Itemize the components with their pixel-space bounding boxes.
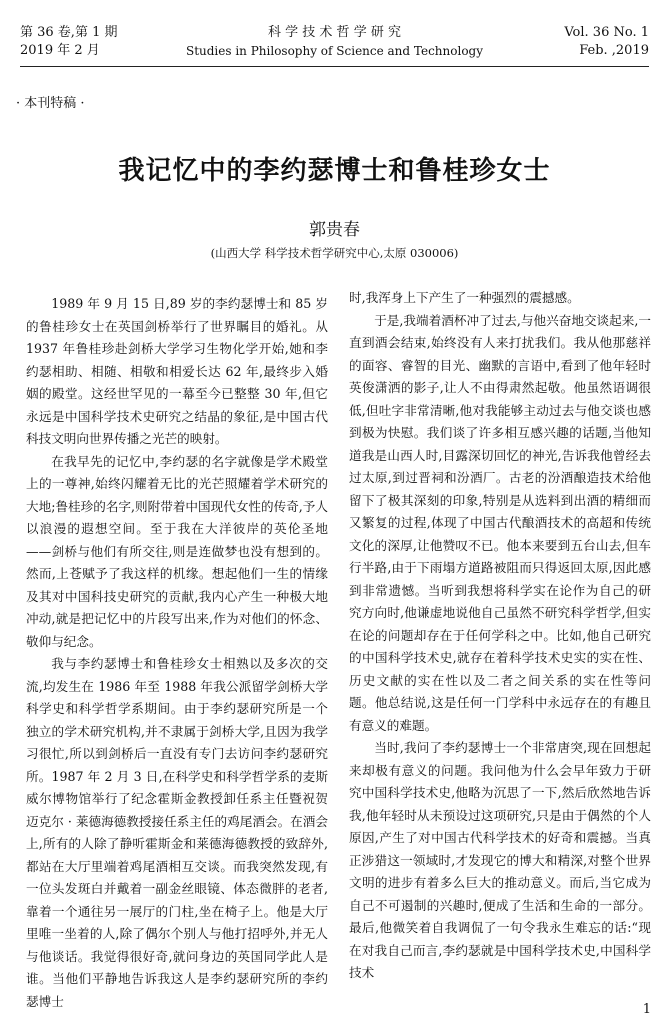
paragraph: 在我早先的记忆中,李约瑟的名字就像是学术殿堂上的一尊神,始终闪耀着无比的光芒照耀着学术研究的大地;鲁桂珍的名字,则附带着中国现代女性的传奇,予人以浪漫的遐想空间。至于我在大洋彼岸的英伦圣地——剑桥与他们有所交往,则是连做梦也没有想到的。然而,上苍赋予了我这样的机缘。想起他们一生的情缘及其对中国科技史研究的贡献,我内心产生一种极大地冲动,就是把记忆中的片段写出来,作为对他们的怀念、敬仰与纪念。 [26,453,328,649]
paragraph: 于是,我端着酒杯冲了过去,与他兴奋地交谈起来,一直到酒会结束,始终没有人来打扰我们。我从他那慈祥的面容、睿智的目光、幽默的言语中,看到了他年轻时英俊潇洒的影子,让人不由得肃然起敬。他虽然语调很低,但吐字非常清晰,他对我能够主动过去与他交谈也感到极为快慰。我们谈了许多相互感兴趣的话题,当他知道我是山西人时,目露深切回忆的神光,告诉我他曾经去过太原,到过晋祠和汾酒厂。古老的汾酒酿造技术给他留下了极其深刻的印象,特别是从选料到出酒的精细而又繁复的过程,体现了中国古代酿酒技术的高超和传统文化的深厚,让他赞叹不已。他本来要到五台山去,但车行半路,由于下雨塌方道路被阻而只得返回太原,因此感到非常遗憾。当听到我想将科学实在论作为自己的研究方向时,他谦虚地说他自己虽然不研究科学哲学,但实在论的问题却存在于任何学科之中。比如,他自己研究的中国科学技术史,就存在着科学技术史实的实在性、历史文献的实在性以及二者之间关系的实在性等问题。他总结说,这是任何一门学科中永远存在的有趣且有意义的难题。 [349,312,651,733]
paragraph: 1989 年 9 月 15 日,89 岁的李约瑟博士和 85 岁的鲁桂珍女士在英国剑桥举行了世界瞩目的婚礼。从 1937 年鲁桂珍赴剑桥大学学习生物化学开始,她和李约瑟相助、相随、相敬和相爱长达 62 年,最终步入婚姻的殿堂。这经世罕见的一幕至今已整整 30 年,但它永远是中国科学技术史研究之结晶的象征,是中国古代科技文明向世界传播之光芒的映射。 [26,296,328,446]
journal-name-en: Studies in Philosophy of Science and Technology [185,44,484,58]
author-affiliation: (山西大学 科学技术哲学研究中心,太原 030006) [210,246,459,260]
running-header [0,0,669,70]
page-number: 1 [642,1002,651,1017]
paragraph-continuation: 时,我浑身上下产生了一种强烈的震撼感。 [349,290,580,305]
issue-number-cn: 第 36 卷,第 1 期 [20,25,118,40]
header-rule [20,66,649,67]
body-column-right [349,287,651,985]
issue-info-en [564,24,649,60]
article-title: 我记忆中的李约瑟博士和鲁桂珍女士 [118,156,551,186]
issue-date-en: Feb. ,2019 [579,43,649,58]
journal-name-cn: 科 学 技 术 哲 学 研 究 [268,25,401,40]
issue-date-cn: 2019 年 2 月 [20,43,100,58]
paragraph: 我与李约瑟博士和鲁桂珍女士相熟以及多次的交流,均发生在 1986 年至 1988 年我公派留学剑桥大学科学史和科学哲学系期间。由于李约瑟研究所是一个独立的学术研究机构,并不隶属于剑桥大学,且因为我学习很忙,所以到剑桥后一直没有专门去访问李约瑟研究所。1987 年 2 月 3 日,在科学史和科学哲学系的麦斯威尔博物馆举行了纪念霍斯金教授卸任系主任暨祝贺迈克尔 · 莱德海德教授接任系主任的鸡尾酒会。在酒会上,所有的人除了静听霍斯金和莱德海德教授的致辞外,都站在大厅里端着鸡尾酒相互交谈。而我突然发现,有一位头发斑白并戴着一副金丝眼镜、体态微胖的老者,靠着一个通往另一展厅的门柱,坐在椅子上。他是大厅里唯一坐着的人,除了偶尔个别人与他打招呼外,并无人与他谈话。我觉得很好奇,就问身边的英国同学此人是谁。当他们平静地告诉我这人是李约瑟研究所的李约瑟博士 [26,656,328,1009]
column-tag: · 本刊特稿 · [16,96,85,111]
author-name: 郭贵春 [309,220,360,240]
paragraph: 当时,我问了李约瑟博士一个非常唐突,现在回想起来却极有意义的问题。我问他为什么会早年致力于研究中国科学技术史,他略为沉思了一下,然后欣然地告诉我,他年轻时从未预设过这项研究,只是由于偶然的个人原因,产生了对中国古代科学技术的好奇和震撼。当真正涉猎这一领域时,才发现它的博大和精深,对整个世界文明的进步有着多么巨大的推动意义。而后,当它成为自己不可遏制的兴趣时,便成了生活和生命的一部分。最后,他微笑着自我调侃了一句令我永生难忘的话:“现在对我自己而言,李约瑟就是中国科学技术史,中国科学技术 [349,740,651,980]
body-column-left [26,293,328,1013]
volume-number-en: Vol. 36 No. 1 [564,25,649,40]
